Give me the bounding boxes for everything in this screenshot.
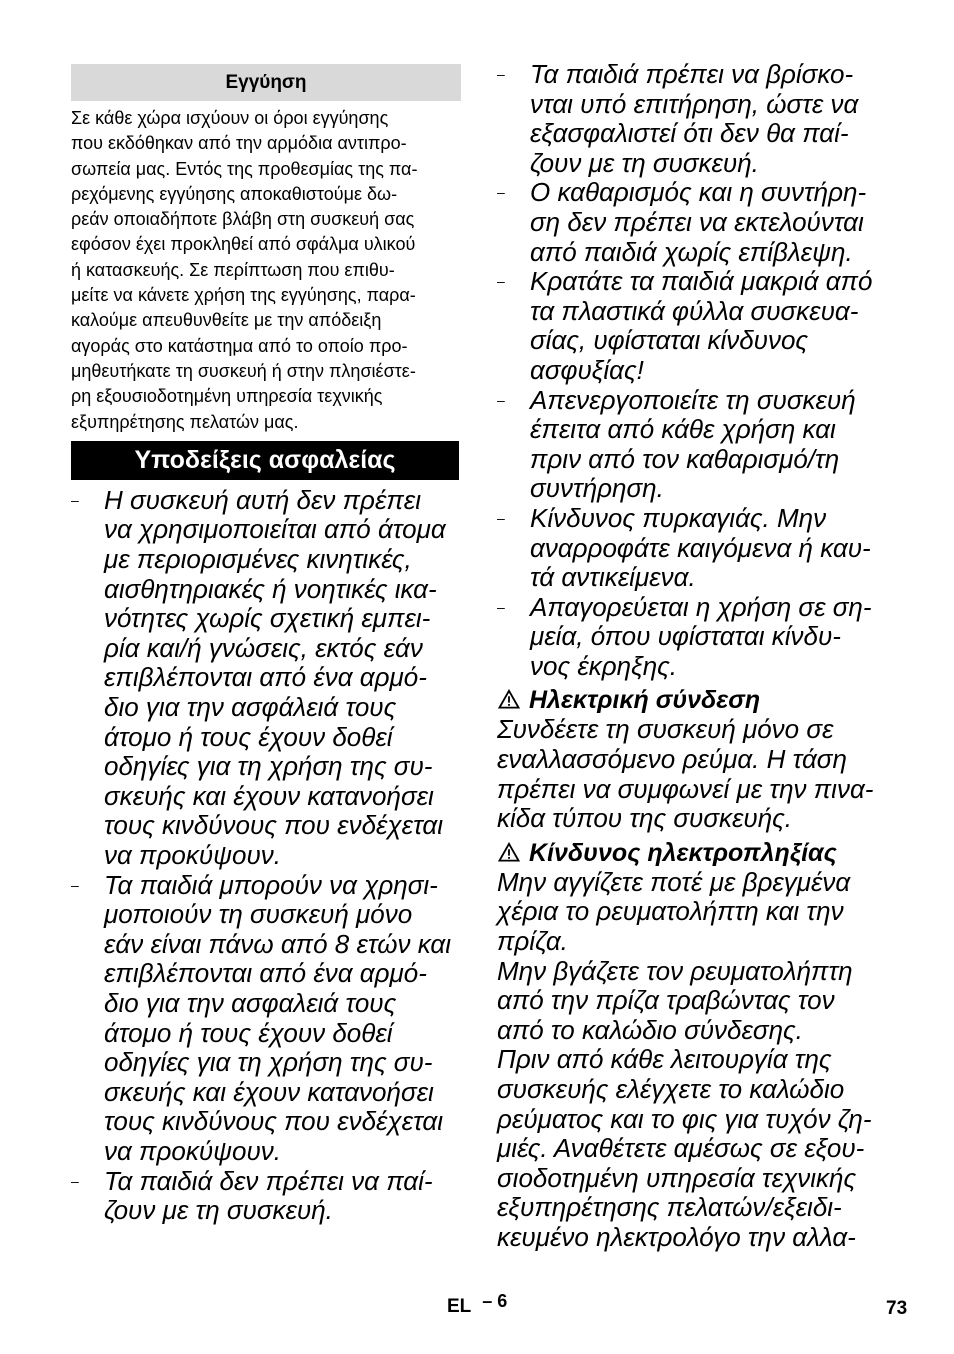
warning-triangle-icon xyxy=(497,842,521,862)
electrical-heading-text: Ηλεκτρική σύνδεση xyxy=(529,686,761,715)
shock-line: συσκευής ελέγχετε το καλώδιο xyxy=(497,1074,845,1104)
shock-heading xyxy=(497,838,889,868)
warranty-line: μηθευτήκατε τη συσκευή ή στην πλησιέστε- xyxy=(71,360,416,381)
bullet-dash: – xyxy=(71,491,79,508)
safety-right-line: ασφυξίας! xyxy=(530,354,644,385)
safety-left-line: μοποιούν τη συσκευή μόνο xyxy=(104,899,413,930)
bullet-dash: – xyxy=(497,598,505,615)
electrical-heading xyxy=(497,685,889,715)
safety-left-line: Η συσκευή αυτή δεν πρέπει xyxy=(104,484,421,515)
bullet-dash: – xyxy=(71,1172,79,1189)
shock-line: χέρια το ρευματολήπτη και την xyxy=(497,896,844,927)
safety-left-line: οδηγίες για τη χρήση της συ- xyxy=(104,1047,433,1078)
safety-right-line: πριν από τον καθαρισμό/τη xyxy=(530,443,840,474)
right-column xyxy=(497,60,889,1253)
safety-right-line: Απαγορεύεται η χρήση σε ση- xyxy=(530,591,872,622)
footer-language-section xyxy=(447,1291,508,1318)
safety-right-item xyxy=(497,593,889,682)
safety-left-line: Τα παιδιά μπορούν να χρησι- xyxy=(104,869,438,900)
warranty-text xyxy=(71,106,461,435)
warranty-line: ή κατασκευής. Σε περίπτωση που επιθυ- xyxy=(71,259,395,280)
shock-paragraph-3 xyxy=(497,1045,889,1252)
safety-left-item xyxy=(71,486,461,871)
safety-right-line: από παιδιά χωρίς επίβλεψη. xyxy=(530,236,853,267)
safety-right-line: νται υπό επιτήρηση, ώστε να xyxy=(530,88,859,119)
bullet-dash: – xyxy=(71,876,79,893)
safety-left-line: τους κινδύνους που ενδέχεται xyxy=(104,1106,444,1137)
safety-right-item xyxy=(497,178,889,267)
shock-line: κευμένο ηλεκτρολόγο την αλλα- xyxy=(497,1221,856,1252)
warning-triangle-icon xyxy=(497,689,521,709)
safety-right-line: Κίνδυνος πυρκαγιάς. Μην xyxy=(530,502,827,533)
safety-right-line: Κρατάτε τα παιδιά μακριά από xyxy=(530,266,873,297)
safety-left-line: νότητες χωρίς σχετική εμπει- xyxy=(104,603,431,634)
safety-right-line: συντήρηση. xyxy=(530,473,664,504)
footer-lang-code: EL xyxy=(447,1296,471,1317)
safety-left-line: επιβλέπονται από ένα αρμό- xyxy=(104,662,427,693)
warranty-line: σωπεία μας. Εντός της προθεσμίας της πα- xyxy=(71,158,418,179)
left-column xyxy=(71,64,461,1226)
safety-left-line: τους κινδύνους που ενδέχεται xyxy=(104,810,444,841)
safety-right-line: μεία, όπου υφίσταται κίνδυ- xyxy=(530,621,841,652)
bullet-dash: – xyxy=(497,184,505,201)
safety-right-line: Τα παιδιά πρέπει να βρίσκο- xyxy=(530,59,854,89)
safety-left-line: εάν είναι πάνω από 8 ετών και xyxy=(104,928,452,959)
shock-line: εξυπηρέτησης πελατών/εξειδι- xyxy=(497,1192,842,1223)
shock-line: από την πρίζα τραβώντας τον xyxy=(497,985,835,1016)
electrical-line: πρέπει να συμφωνεί με την πινα- xyxy=(497,773,874,804)
warranty-line: μείτε να κάνετε χρήση της εγγύησης, παρα- xyxy=(71,285,416,306)
safety-left-line: σκευής και έχουν κατανοήσει xyxy=(104,1076,434,1107)
safety-right-line: σίας, υφίσταται κίνδυνος xyxy=(530,325,809,356)
safety-right-item xyxy=(497,504,889,593)
warranty-line: ρεχόμενης εγγύησης αποκαθιστούμε δω- xyxy=(71,183,398,204)
safety-right-line: τα πλαστικά φύλλα συσκευα- xyxy=(530,295,859,326)
warranty-line: εξυπηρέτησης πελατών μας. xyxy=(71,411,299,432)
safety-right-line: έπειτα από κάθε χρήση και xyxy=(530,414,836,445)
safety-right-item xyxy=(497,60,889,178)
safety-right-line: εξασφαλιστεί ότι δεν θα παί- xyxy=(530,118,849,149)
safety-right-line: τά αντικείμενα. xyxy=(530,562,696,593)
safety-right-item xyxy=(497,386,889,504)
shock-line: ρεύματος και το φις για τυχόν ζη- xyxy=(497,1103,872,1134)
warranty-line: εφόσον έχει προκληθεί από σφάλμα υλικού xyxy=(71,234,416,255)
shock-line: σιοδοτημένη υπηρεσία τεχνικής xyxy=(497,1162,857,1193)
electrical-line: κίδα τύπου της συσκευής. xyxy=(497,803,793,834)
safety-left-line: επιβλέπονται από ένα αρμό- xyxy=(104,958,427,989)
safety-left-line: οδηγίες για τη χρήση της συ- xyxy=(104,751,433,782)
safety-left-item xyxy=(71,1167,461,1226)
bullet-dash: – xyxy=(497,391,505,408)
safety-left-line: αισθητηριακές ή νοητικές ικα- xyxy=(104,573,437,604)
safety-left-line: να προκύψουν. xyxy=(104,1135,282,1166)
safety-right-line: ζουν με τη συσκευή. xyxy=(530,147,759,178)
shock-heading-text: Κίνδυνος ηλεκτροπληξίας xyxy=(529,838,837,867)
safety-right-line: αναρροφάτε καιγόμενα ή καυ- xyxy=(530,532,871,563)
warranty-heading: Εγγύηση xyxy=(71,64,461,101)
safety-left-line: άτομο ή τους έχουν δοθεί xyxy=(104,721,393,752)
safety-right-line: νος έκρηξης. xyxy=(530,650,677,681)
shock-paragraph-2 xyxy=(497,957,889,1046)
safety-left-line: με περιορισμένες κινητικές, xyxy=(104,544,412,575)
safety-left-line: ζουν με τη συσκευή. xyxy=(104,1195,333,1226)
safety-right-item xyxy=(497,267,889,385)
footer-page-number: 73 xyxy=(886,1298,908,1319)
safety-left-line: Τα παιδιά δεν πρέπει να παί- xyxy=(104,1165,433,1196)
safety-left-line: να χρησιμοποιείται από άτομα xyxy=(104,514,446,545)
safety-left-line: διο για την ασφαλειά τους xyxy=(104,987,397,1018)
shock-line: Μην αγγίζετε ποτέ με βρεγμένα xyxy=(497,866,851,897)
shock-line: Μην βγάζετε τον ρευματολήπτη xyxy=(497,955,853,986)
safety-left-item xyxy=(71,871,461,1167)
warranty-line: Σε κάθε χώρα ισχύουν οι όροι εγγύησης xyxy=(71,108,389,128)
bullet-dash: – xyxy=(497,509,505,526)
safety-left-line: σκευής και έχουν κατανοήσει xyxy=(104,780,434,811)
safety-right-line: Ο καθαρισμός και η συντήρη- xyxy=(530,177,867,208)
safety-left-line: διο για την ασφάλειά τους xyxy=(104,692,397,723)
safety-left-line: άτομο ή τους έχουν δοθεί xyxy=(104,1017,393,1048)
warranty-line: ρη εξουσιοδοτημένη υπηρεσία τεχνικής xyxy=(71,386,383,407)
safety-left-line: να προκύψουν. xyxy=(104,839,282,870)
warranty-line: που εκδόθηκαν από την αρμόδια αντιπρο- xyxy=(71,133,407,154)
shock-line: από το καλώδιο σύνδεσης. xyxy=(497,1014,803,1045)
electrical-text xyxy=(497,715,889,833)
bullet-dash: – xyxy=(497,273,505,290)
shock-paragraph-1 xyxy=(497,868,889,957)
safety-right-line: ση δεν πρέπει να εκτελούνται xyxy=(530,206,864,237)
warranty-line: ρεάν οποιαδήποτε βλάβη στη συσκευή σας xyxy=(71,209,415,230)
warranty-line: αγοράς στο κατάστημα από το οποίο προ- xyxy=(71,335,408,356)
footer-section-page: – 6 xyxy=(482,1291,508,1311)
safety-list-left xyxy=(71,486,461,1226)
warranty-line: καλούμε απευθυνθείτε με την απόδειξη xyxy=(71,310,382,331)
safety-list-right xyxy=(497,60,889,681)
safety-left-line: ρία και/ή γνώσεις, εκτός εάν xyxy=(104,632,423,663)
safety-heading: Υποδείξεις ασφαλείας xyxy=(71,441,459,480)
safety-right-line: Απενεργοποιείτε τη συσκευή xyxy=(530,384,856,415)
bullet-dash: – xyxy=(497,66,505,82)
shock-line: μιές. Αναθέτετε αμέσως σε εξου- xyxy=(497,1133,865,1164)
shock-line: πρίζα. xyxy=(497,926,568,957)
shock-line: Πριν από κάθε λειτουργία της xyxy=(497,1044,832,1075)
electrical-line: εναλλασσόμενο ρεύμα. Η τάση xyxy=(497,744,847,775)
electrical-line: Συνδέετε τη συσκευή μόνο σε xyxy=(497,714,834,745)
